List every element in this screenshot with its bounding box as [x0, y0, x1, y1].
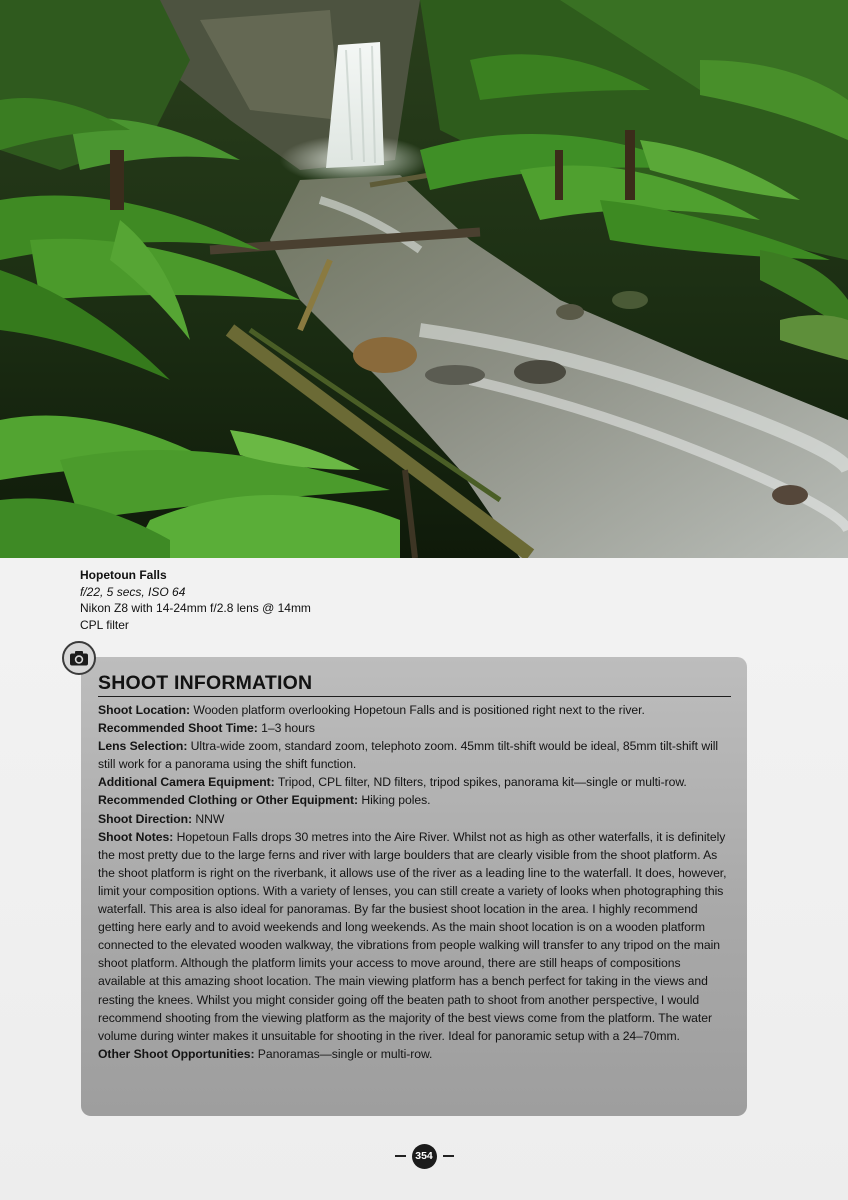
waterfall-photo [0, 0, 848, 558]
row-label: Shoot Notes: [98, 829, 174, 844]
row-text: Ultra-wide zoom, standard zoom, telephoto zoom. 45mm tilt-shift would be ideal, 85mm tilt-shift will still work for a panorama using the shift function. [98, 739, 719, 772]
other-opportunities-row [98, 1045, 731, 1063]
shoot-info-heading: SHOOT INFORMATION [98, 671, 731, 697]
row-label: Recommended Shoot Time: [98, 721, 258, 736]
shoot-info-body [98, 701, 731, 1063]
row-label: Shoot Location: [98, 703, 190, 717]
row-text: Hiking poles. [358, 793, 431, 808]
row-text: Wooden platform overlooking Hopetoun Falls and is positioned right next to the river. [190, 703, 645, 717]
clothing-equipment-row [98, 791, 731, 809]
caption-title: Hopetoun Falls [80, 568, 167, 582]
row-label: Additional Camera Equipment: [98, 775, 275, 790]
row-text: Tripod, CPL filter, ND filters, tripod spikes, panorama kit—single or multi-row. [274, 775, 687, 790]
shoot-direction-row [98, 810, 731, 828]
divider [395, 1155, 406, 1157]
row-text: 1–3 hours [257, 721, 315, 736]
row-label: Recommended Clothing or Other Equipment: [98, 793, 359, 808]
camera-badge [62, 641, 96, 675]
camera-icon [69, 650, 89, 666]
row-text: Panoramas—single or multi-row. [254, 1046, 433, 1061]
shoot-location-row [98, 701, 731, 719]
lens-selection-row [98, 737, 731, 773]
page-number [0, 1144, 848, 1168]
camera-equipment-row [98, 773, 731, 791]
caption-filter: CPL filter [80, 617, 129, 632]
caption-camera-gear: Nikon Z8 with 14-24mm f/2.8 lens @ 14mm [80, 601, 311, 615]
shoot-info-panel [81, 657, 747, 1116]
shoot-time-row [98, 719, 731, 737]
caption-exposure-settings: f/22, 5 secs, ISO 64 [80, 584, 186, 599]
divider [443, 1155, 454, 1157]
row-text: Hopetoun Falls drops 30 metres into the Aire River. Whilst not as high as other waterfalls, it is definitely the most pretty due to the large ferns and river with large boulders that are clearly visible from the shoot platform. As the shoot platform is right on the riverbank, it allows use of the river as a leading line to the waterfall. It does, however, limit your composition options. With a variety of lenses, you can still create a variety of looks when photographing this waterfall. This area is also ideal for panoramas. By far the busiest shoot location in the area. I highly recommend getting here early and to avoid weekends and long weekends. As the main shoot location is on a wooden platform connected to the elevated wooden walkway, the vibrations from people walking will transfer to any tripod on the main shoot platform. Although the platform limits your access to move around, there are still heaps of compositions available at this amazing shoot location. The main viewing platform has a bench perfect for taking in the views and resting the knees. Whilst you might consider going off the beaten path to shoot from another perspective, I would recommend shooting from the viewing platform as the majority of the best views come from the platform. The water volume during winter makes it unsuitable for shooting in the river. Ideal for panoramic setup with a 24–70mm. [98, 829, 727, 1043]
row-label: Lens Selection: [98, 739, 188, 754]
row-text: NNW [192, 811, 225, 826]
shoot-notes-row [98, 828, 731, 1045]
photo-caption [80, 567, 311, 633]
row-label: Shoot Direction: [98, 811, 192, 826]
page-number-badge: 354 [412, 1144, 437, 1169]
row-label: Other Shoot Opportunities: [98, 1046, 255, 1061]
